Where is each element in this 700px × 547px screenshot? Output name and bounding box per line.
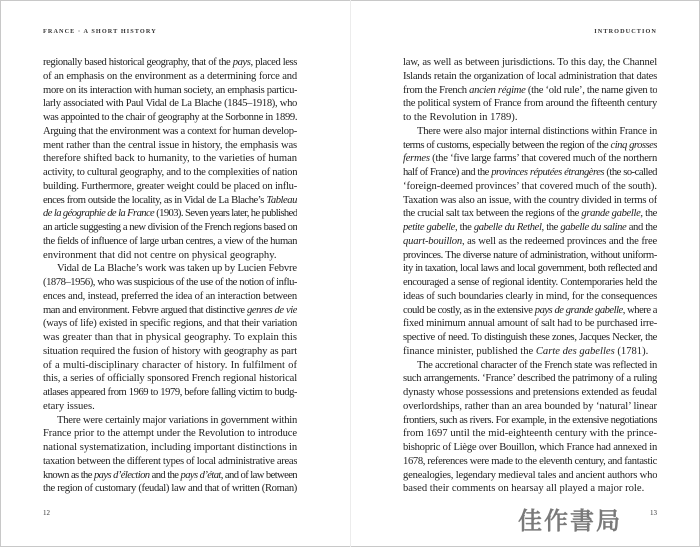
text-run: such arrangements. ‘France’ described the patrimony of a ruling xyxy=(403,373,657,385)
text-line xyxy=(403,84,657,98)
text-line xyxy=(43,152,297,166)
italic-run: cinq grosses xyxy=(610,139,657,151)
text-line xyxy=(43,359,297,373)
text-line xyxy=(403,345,657,359)
text-run: atlases appeared from 1969 to 1979, before falling victim to budg- xyxy=(43,387,297,398)
italic-run: pays xyxy=(232,57,251,68)
text-run: , placed less xyxy=(250,57,297,68)
book-gutter xyxy=(350,0,351,547)
text-line xyxy=(403,194,657,208)
text-run: the fields of influence of large urban centres, a view of the human xyxy=(43,235,297,247)
italic-run: gabelle du saline xyxy=(560,222,627,233)
text-line xyxy=(403,235,657,249)
text-run: more on its interaction with human society, an emphasis particu- xyxy=(43,84,297,96)
page-number-right: 13 xyxy=(650,509,657,517)
text-run: fixed minimum annual amount of salt had to be purchased irre- xyxy=(403,318,657,330)
text-run: from the French xyxy=(403,84,470,96)
text-run: Vidal de La Blache’s work was taken up by Lucien Febvre xyxy=(57,263,297,275)
italic-run: ancien régime xyxy=(469,84,526,96)
text-run: ity in taxation, local laws and local government, both reflected and xyxy=(403,263,657,275)
italic-run: pays d’élection xyxy=(93,469,150,481)
text-line xyxy=(403,359,657,373)
text-line xyxy=(43,400,297,414)
text-run: bishopric of Liège over Bouillon, which France had annexed in xyxy=(403,442,657,453)
text-line xyxy=(403,111,657,125)
text-line xyxy=(43,125,297,139)
text-run: situation required the fusion of history with geography as part xyxy=(43,345,297,357)
text-run: terms of customs, especially between the region of the xyxy=(403,139,611,151)
text-line xyxy=(43,427,297,441)
text-line xyxy=(403,276,657,290)
text-line xyxy=(43,414,297,428)
text-line xyxy=(43,345,297,359)
text-line xyxy=(43,317,297,331)
text-run: law, as well as between jurisdictions. To this day, the Channel xyxy=(403,57,657,68)
text-run: , the xyxy=(640,208,657,220)
text-line xyxy=(403,427,657,441)
text-line xyxy=(43,276,297,290)
text-run: larly associated with Paul Vidal de La Blache (1845–1918), who xyxy=(43,98,297,110)
text-run: (1903). Seven years later, he published xyxy=(154,208,297,220)
text-run: known as the xyxy=(43,469,94,481)
text-run: of an emphasis on the environment as a determining force and xyxy=(43,70,297,82)
text-run: , and of law between xyxy=(220,469,297,481)
text-run: and the xyxy=(626,222,657,233)
text-line xyxy=(403,221,657,235)
text-run: encouraged a sense of regional identity. Contemporaries held the xyxy=(403,277,657,288)
text-run: , where a xyxy=(622,304,657,316)
text-run: (1781). xyxy=(614,345,649,357)
text-line xyxy=(43,221,297,235)
text-line xyxy=(403,290,657,304)
italic-run: Tableau xyxy=(266,194,297,206)
text-line xyxy=(403,152,657,166)
text-line xyxy=(403,56,657,70)
text-run: overlordships, rather than an area bounded by ‘natural’ linear xyxy=(403,400,657,412)
text-line xyxy=(43,331,297,345)
italic-run: grande gabelle xyxy=(581,208,641,220)
text-run: France prior to the attempt under the Revolution to introduce xyxy=(43,428,297,440)
text-line xyxy=(43,386,297,400)
italic-run: genres de vie xyxy=(247,304,297,316)
text-run: spective of need. To distinguish these zones, Jacques Necker, the xyxy=(403,332,657,343)
text-run: was appointed to the chair of geography at the Sorbonne in 1899. xyxy=(43,112,297,123)
text-line xyxy=(43,441,297,455)
text-run: of a multi-disciplinary character of history. In fulfilment of xyxy=(43,359,297,371)
text-run: Arguing that the environment was a context for human develop- xyxy=(43,125,297,137)
text-run: from 1697 until the mid-eighteenth century with the prince- xyxy=(403,428,657,440)
text-line xyxy=(43,84,297,98)
text-line xyxy=(403,482,657,496)
text-line xyxy=(43,180,297,194)
text-run: ment rather than the central issue in history, the emphasis was xyxy=(43,139,297,151)
text-run: this, a series of officially sponsored French regional historical xyxy=(43,373,297,385)
text-run: (the so-called xyxy=(604,167,657,178)
text-line xyxy=(43,166,297,180)
italic-run: pays d’état xyxy=(180,469,221,481)
text-run: ‘foreign-deemed provinces’ that covered much of the south). xyxy=(403,180,657,192)
text-run: (the ‘old rule’, the name given to xyxy=(525,84,657,96)
right-page-body xyxy=(403,56,657,496)
running-head-right: INTRODUCTION xyxy=(594,28,657,35)
text-line xyxy=(43,207,297,221)
text-line xyxy=(43,235,297,249)
text-line xyxy=(403,97,657,111)
text-line xyxy=(43,139,297,153)
text-run: activity, to cultural geography, and to the complexities of nation xyxy=(43,167,297,178)
text-run: , as well as the redeemed provinces and the free xyxy=(462,235,657,247)
text-run: (ways of life) existed in specific regions, and that their variation xyxy=(43,318,297,330)
text-line xyxy=(43,97,297,111)
text-run: taxation between the different types of local administrative areas xyxy=(43,455,297,467)
text-line xyxy=(403,70,657,84)
text-run: , the xyxy=(541,222,561,233)
text-run: the region of customary (feudal) law and that of written (Roman) xyxy=(43,483,297,495)
text-run: There were certainly major variations in government within xyxy=(57,414,297,426)
text-run: and the xyxy=(149,469,181,481)
text-run: 1678, references were made to the eleventh century, and fantastic xyxy=(403,455,657,467)
text-run: half of France) and the xyxy=(403,167,492,178)
text-run: environment that did not centre on physical geography. xyxy=(43,249,277,261)
text-run: provinces. The diverse nature of administration, without uniform- xyxy=(403,249,657,261)
text-line xyxy=(403,386,657,400)
text-line xyxy=(403,249,657,263)
text-run: could be costly, as in the extensive xyxy=(403,304,535,316)
text-run: the crucial salt tax between the regions of the xyxy=(403,208,582,220)
text-line xyxy=(403,400,657,414)
text-run: was greater than that in physical geography. To explain this xyxy=(43,332,297,343)
left-page-body xyxy=(43,56,297,496)
text-line xyxy=(403,469,657,483)
text-line xyxy=(403,455,657,469)
text-line xyxy=(403,414,657,428)
text-line xyxy=(43,482,297,496)
text-line xyxy=(403,180,657,194)
text-run: building. Furthermore, greater weight could be placed on influ- xyxy=(43,180,297,192)
text-line xyxy=(403,441,657,455)
text-line xyxy=(403,304,657,318)
text-line xyxy=(403,331,657,345)
text-run: etary issues. xyxy=(43,400,95,412)
text-line xyxy=(403,262,657,276)
text-line xyxy=(43,249,297,263)
text-run: There were also major internal distinctions within France in xyxy=(417,125,657,137)
text-run: national systematization, including important distinctions in xyxy=(43,442,297,453)
text-run: ences and, instead, preferred the idea of an interaction between xyxy=(43,290,297,302)
text-run: (the ‘five large farms’ that covered much of the northern xyxy=(429,153,657,165)
text-line xyxy=(403,125,657,139)
page-number-left: 12 xyxy=(43,509,50,517)
text-line xyxy=(403,139,657,153)
text-line xyxy=(43,304,297,318)
watermark-logo: 佳作書局 xyxy=(518,509,622,535)
text-run: man and environment. Febvre argued that distinctive xyxy=(43,304,248,316)
text-run: the political system of France from around the fifteenth century xyxy=(403,98,657,110)
italic-run: gabelle du Rethel xyxy=(473,222,542,233)
text-line xyxy=(403,317,657,331)
italic-run: provinces réputées étrangères xyxy=(491,167,605,178)
text-run: therefore shifted back to humanity, to the varieties of human xyxy=(43,153,297,165)
text-line xyxy=(43,70,297,84)
text-line xyxy=(43,290,297,304)
italic-run: Carte des gabelles xyxy=(535,345,615,357)
text-line xyxy=(403,207,657,221)
text-run: ences from outside the locality, as in Vidal de La Blache’s xyxy=(43,194,267,206)
text-run: , the xyxy=(454,222,474,233)
text-run: Taxation was also an issue, with the country divided in terms of xyxy=(403,194,657,206)
text-run: an article suggesting a new division of the French regions based on xyxy=(43,222,297,233)
text-run: (1878–1956), who was suspicious of the use of the notion of influ- xyxy=(43,277,297,288)
text-line xyxy=(43,469,297,483)
text-line xyxy=(43,455,297,469)
text-line xyxy=(43,194,297,208)
text-line xyxy=(43,56,297,70)
text-run: based their comments on hearsay all played a major role. xyxy=(403,483,645,495)
text-run: ideas of such boundaries clearly in mind, for the consequences xyxy=(403,290,657,302)
italic-run: petite gabelle xyxy=(403,222,455,233)
text-line xyxy=(403,166,657,180)
text-run: frontiers, such as rivers. For example, in the extensive negotiations xyxy=(403,414,657,426)
italic-run: pays de grande gabelle xyxy=(534,304,623,316)
text-run: regionally based historical geography, that of the xyxy=(43,57,233,68)
text-line xyxy=(43,111,297,125)
text-run: finance minister, published the xyxy=(403,345,536,357)
text-run: to the Revolution in 1789). xyxy=(403,112,518,123)
italic-run: de la géographie de la France xyxy=(43,208,155,220)
italic-run: quart-bouillon xyxy=(403,235,462,247)
text-line xyxy=(43,262,297,276)
running-head-left: FRANCE · A SHORT HISTORY xyxy=(43,28,157,35)
text-line xyxy=(403,372,657,386)
italic-run: fermes xyxy=(403,153,430,165)
text-run: Islands retain the organization of local administration that dates xyxy=(403,70,657,82)
text-run: dynasty whose possessions and pretensions extended as feudal xyxy=(403,387,657,398)
text-line xyxy=(43,372,297,386)
text-run: The accretional character of the French state was reflected in xyxy=(417,359,657,371)
text-run: genealogies, legendary medieval tales and ancient authors who xyxy=(403,469,657,481)
